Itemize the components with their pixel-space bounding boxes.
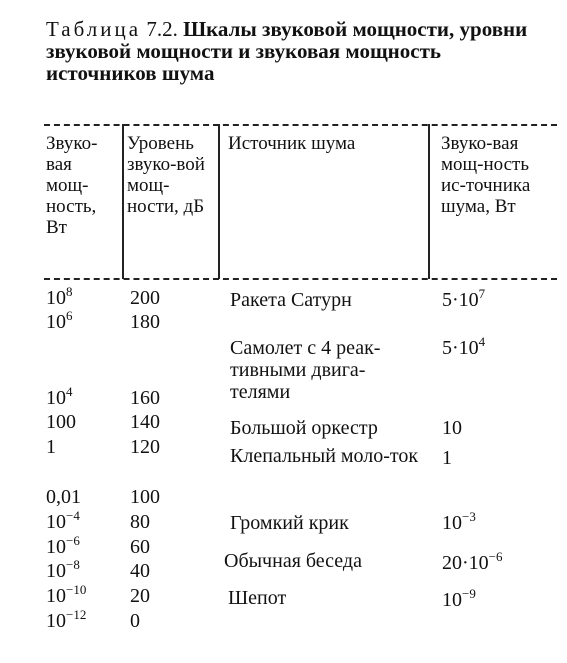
power-value: $10^8$ <box>46 284 73 309</box>
power-value: $10^{-10}$ <box>46 582 87 607</box>
noise-source-power: $20\cdot 10^{-6}$ <box>442 549 503 574</box>
column-divider-3 <box>428 124 430 279</box>
caption-title: Шкалы звуковой мощности, уровни звуковой мощности и звуковая мощность источников шума <box>46 17 528 85</box>
level-value: 100 <box>130 486 160 508</box>
noise-source-power: $5\cdot 10^4$ <box>442 334 486 359</box>
power-value: $10^{-8}$ <box>46 557 80 582</box>
noise-source-power: $5\cdot 10^7$ <box>442 286 486 311</box>
level-value: 160 <box>130 387 160 409</box>
power-value: $10^6$ <box>46 308 73 333</box>
noise-source-power: $10^{-3}$ <box>442 509 476 534</box>
noise-source-name: Самолет с 4 реак-тивными двига-телями <box>230 337 381 403</box>
caption-number: 7.2. <box>146 17 178 41</box>
level-value: 120 <box>130 436 160 458</box>
header-sound-power: Звуко-вая мощ-ность, Вт <box>46 133 98 238</box>
noise-source-name: Ракета Сатурн <box>230 289 352 311</box>
level-value: 40 <box>130 560 150 582</box>
level-value: 200 <box>130 287 160 309</box>
power-value: $10^{-4}$ <box>46 508 80 533</box>
noise-source-name: Клепальный моло-ток <box>230 445 419 467</box>
power-value: 0,01 <box>46 486 81 508</box>
header-source-power: Звуко-вая мощ-ность ис-точника шума, Вт <box>441 133 531 217</box>
power-value: $10^{-12}$ <box>46 607 87 632</box>
level-value: 140 <box>130 411 160 433</box>
caption-label: Таблица <box>46 17 142 41</box>
level-value: 60 <box>130 536 150 558</box>
noise-source-name: Обычная беседа <box>224 550 362 572</box>
header-power-level: Уровень звуко-вой мощ-ности, дБ <box>127 133 205 217</box>
table-top-rule <box>44 124 557 126</box>
table-header-rule <box>44 278 557 280</box>
noise-source-power: 1 <box>442 447 452 469</box>
level-value: 20 <box>130 585 150 607</box>
power-value: 1 <box>46 436 56 458</box>
header-noise-source: Источник шума <box>228 133 356 154</box>
power-value: $10^4$ <box>46 384 73 409</box>
level-value: 180 <box>130 311 160 333</box>
level-value: 80 <box>130 511 150 533</box>
column-divider-1 <box>122 124 124 279</box>
noise-source-power: $10^{-9}$ <box>442 586 476 611</box>
level-value: 0 <box>130 610 140 632</box>
noise-source-name: Громкий крик <box>230 512 349 534</box>
power-value: 100 <box>46 411 76 433</box>
noise-source-name: Большой оркестр <box>230 417 378 439</box>
power-value: $10^{-6}$ <box>46 533 80 558</box>
table-caption <box>46 18 556 84</box>
noise-source-power: 10 <box>442 417 462 439</box>
column-divider-2 <box>218 124 220 279</box>
noise-source-name: Шепот <box>228 587 287 609</box>
